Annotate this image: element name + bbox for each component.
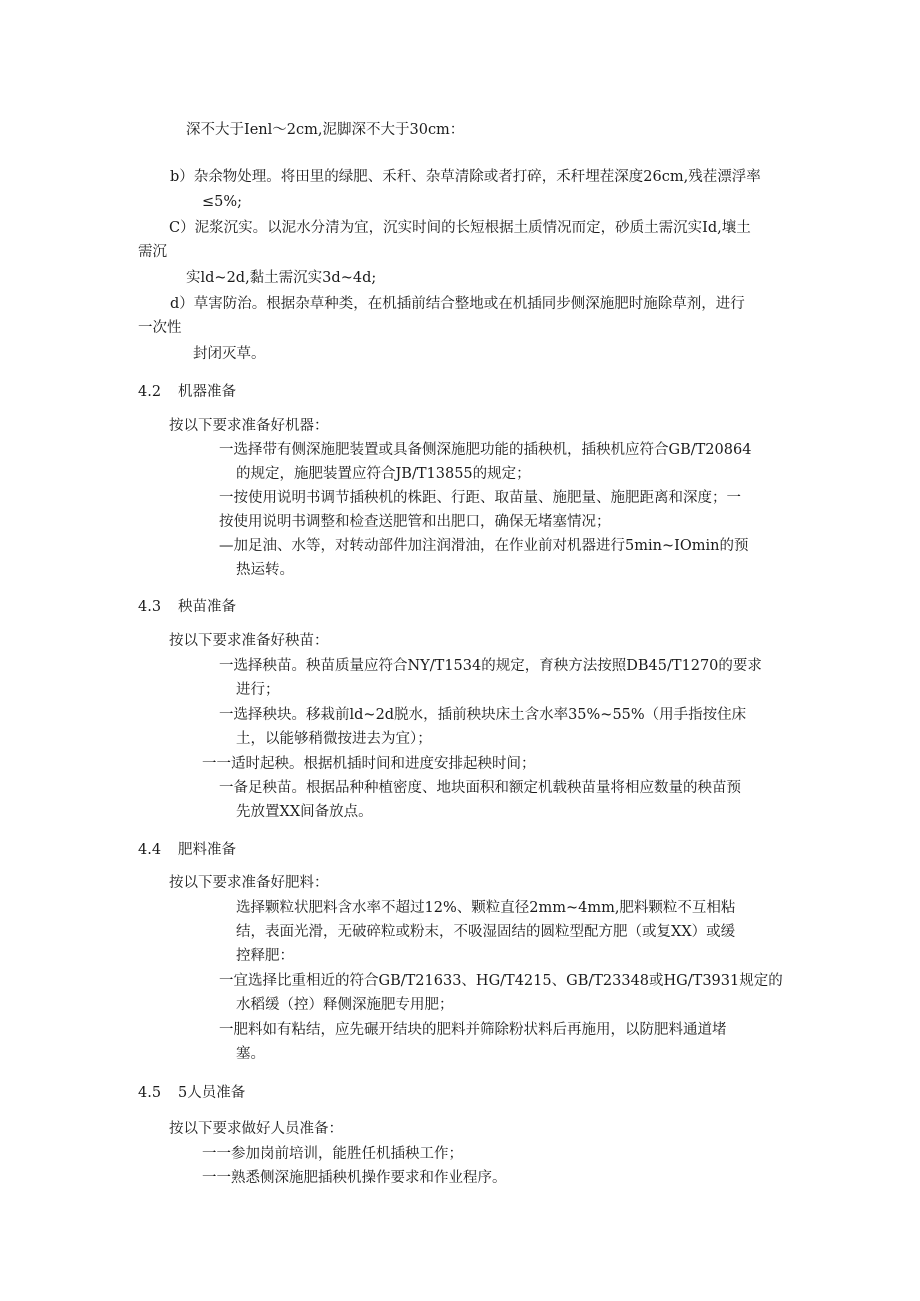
- section-4-4-title: 肥料准备: [178, 842, 236, 858]
- item-c-line1: C）泥浆沉实。以泥水分清为宜，沉实时间的长短根据土质情况而定，砂质土需沉实Id,壤土: [169, 220, 751, 236]
- section-4-2-line5: —加足油、水等，对转动部件加注润滑油，在作业前对机器进行5min~IOmin的预: [219, 538, 749, 554]
- section-4-5-number: 4.5: [138, 1085, 162, 1101]
- section-4-2-number: 4.2: [138, 384, 162, 400]
- section-4-3-line5: 一一适时起秧。根据机插时间和进度安排起秧时间；: [202, 756, 536, 772]
- section-4-2-title: 机器准备: [178, 384, 236, 400]
- item-b-line1: b）杂余物处理。将田里的绿肥、禾秆、杂草清除或者打碎，禾秆埋茬深度26cm,残茬漂浮率: [170, 169, 761, 185]
- section-4-2-line3: 一按使用说明书调节插秧机的株距、行距、取苗量、施肥量、施肥距离和深度；一: [219, 490, 741, 506]
- section-4-5-line2: 一一熟悉侧深施肥插秧机操作要求和作业程序。: [202, 1170, 507, 1186]
- item-d-line2: 一次性: [138, 320, 182, 336]
- section-4-5-intro: 按以下要求做好人员准备：: [169, 1121, 343, 1137]
- item-b-line2: ≤5%;: [202, 194, 243, 210]
- section-4-5-line1: 一一参加岗前培训，能胜任机插秧工作；: [202, 1146, 463, 1162]
- section-4-2-intro: 按以下要求准备好机器：: [169, 418, 329, 434]
- section-4-3-title: 秧苗准备: [178, 599, 236, 615]
- section-4-3-line1: 一选择秧苗。秧苗质量应符合NY/T1534的规定，育秧方法按照DB45/T1270的要求: [219, 658, 762, 674]
- section-4-3-intro: 按以下要求准备好秧苗：: [169, 633, 329, 649]
- section-4-3-line2: 进行；: [236, 682, 280, 698]
- section-4-3-line6: 一备足秧苗。根据品种种植密度、地块面积和额定机载秧苗量将相应数量的秧苗预: [219, 780, 741, 796]
- section-4-4-line1: 选择颗粒状肥料含水率不超过12%、颗粒直径2mm~4mm,肥料颗粒不互相粘: [236, 900, 736, 916]
- section-4-2-line6: 热运转。: [236, 562, 294, 578]
- section-4-3-number: 4.3: [138, 599, 162, 615]
- intro-line: 深不大于Ienl～2cm,泥脚深不大于30cm：: [186, 122, 465, 138]
- section-4-4-line5: 水稻缓（控）释侧深施肥专用肥；: [236, 997, 454, 1013]
- section-4-4-line6: 一肥料如有粘结，应先碾开结块的肥料并筛除粉状料后再施用，以防肥料通道堵: [219, 1022, 727, 1038]
- section-4-3-line4: 土，以能够稍微按进去为宜）；: [236, 731, 432, 747]
- section-4-4-line3: 控释肥：: [236, 948, 294, 964]
- section-4-4-number: 4.4: [138, 842, 162, 858]
- section-4-4-line4: 一宜选择比重相近的符合GB/T21633、HG/T4215、GB/T23348或HG/T3931规定的: [219, 973, 783, 989]
- item-d-line1: d）草害防治。根据杂草种类，在机插前结合整地或在机插同步侧深施肥时施除草剂，进行: [170, 296, 745, 312]
- section-4-4-line2: 结，表面光滑，无破碎粒或粉末，不吸湿固结的圆粒型配方肥（或复XX）或缓: [236, 924, 736, 940]
- section-4-3-line3: 一选择秧块。移栽前ld~2d脱水，插前秧块床土含水率35%~55%（用手指按住床: [219, 707, 747, 723]
- section-4-4-intro: 按以下要求准备好肥料：: [169, 875, 329, 891]
- item-c-line3: 实ld~2d,黏土需沉实3d~4d;: [186, 270, 377, 286]
- item-d-line3: 封闭灭草。: [193, 346, 266, 362]
- item-c-line2: 需沉: [138, 244, 167, 260]
- section-4-2-line1: 一选择带有侧深施肥装置或具备侧深施肥功能的插秧机，插秧机应符合GB/T20864: [219, 442, 752, 458]
- section-4-4-line7: 塞。: [236, 1046, 265, 1062]
- section-4-3-line7: 先放置XX间备放点。: [236, 804, 373, 820]
- section-4-2-line2: 的规定，施肥装置应符合JB/T13855的规定；: [236, 466, 531, 482]
- section-4-5-title: 5人员准备: [178, 1085, 246, 1101]
- section-4-2-line4: 按使用说明书调整和检查送肥管和出肥口，确保无堵塞情况；: [219, 514, 611, 530]
